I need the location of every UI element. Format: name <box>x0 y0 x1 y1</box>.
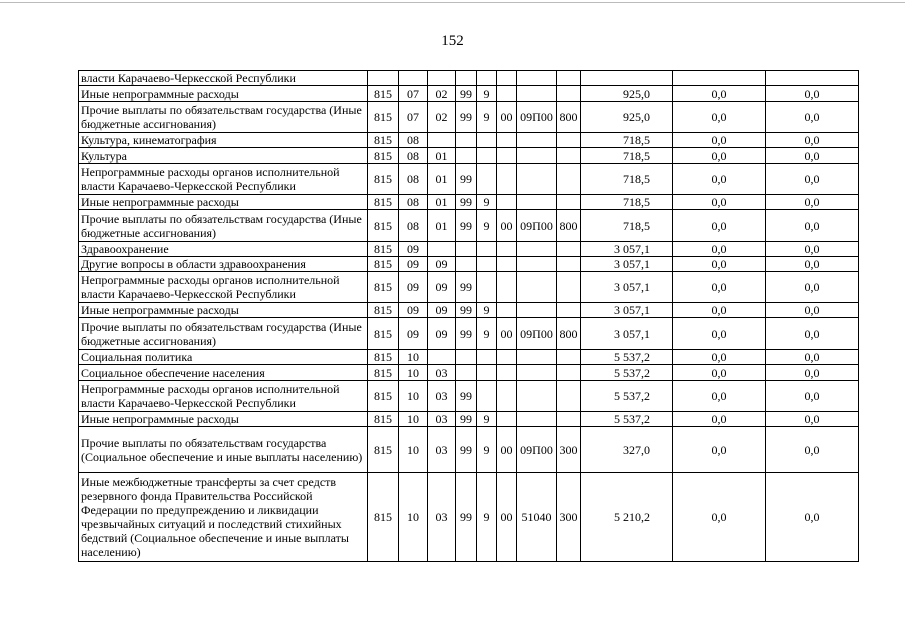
subsection-code <box>428 71 456 86</box>
expense-type-code <box>557 71 581 86</box>
target-code-4 <box>517 242 557 257</box>
expense-type-code <box>557 272 581 303</box>
section-code: 10 <box>399 412 428 427</box>
amount-2 <box>673 71 766 86</box>
target-code-2 <box>477 242 497 257</box>
ved-code: 815 <box>368 303 399 318</box>
target-code-1 <box>456 350 477 365</box>
amount-2: 0,0 <box>673 473 766 562</box>
section-code: 07 <box>399 102 428 133</box>
amount-3: 0,0 <box>766 195 859 210</box>
ved-code: 815 <box>368 318 399 350</box>
subsection-code: 02 <box>428 102 456 133</box>
table-row <box>79 242 859 257</box>
table-row <box>79 102 859 133</box>
amount-1: 925,0 <box>581 86 673 102</box>
amount-2: 0,0 <box>673 164 766 195</box>
subsection-code: 03 <box>428 427 456 473</box>
target-code-2 <box>477 350 497 365</box>
expense-type-code <box>557 164 581 195</box>
table-row <box>79 350 859 365</box>
target-code-1: 99 <box>456 102 477 133</box>
target-code-4: 09П00 <box>517 102 557 133</box>
ved-code: 815 <box>368 148 399 164</box>
target-code-1 <box>456 148 477 164</box>
target-code-1: 99 <box>456 427 477 473</box>
amount-2: 0,0 <box>673 365 766 381</box>
expense-type-code: 800 <box>557 102 581 133</box>
ved-code: 815 <box>368 102 399 133</box>
target-code-2 <box>477 71 497 86</box>
target-code-3: 00 <box>497 473 517 562</box>
target-code-1: 99 <box>456 412 477 427</box>
row-name: Прочие выплаты по обязательствам государства (Социальное обеспечение и иные выплаты населению) <box>79 427 368 473</box>
target-code-4: 09П00 <box>517 210 557 242</box>
amount-3: 0,0 <box>766 318 859 350</box>
amount-3: 0,0 <box>766 257 859 272</box>
subsection-code: 09 <box>428 318 456 350</box>
amount-1: 5 537,2 <box>581 412 673 427</box>
target-code-4: 09П00 <box>517 318 557 350</box>
amount-2: 0,0 <box>673 133 766 148</box>
subsection-code: 01 <box>428 148 456 164</box>
amount-1: 3 057,1 <box>581 242 673 257</box>
section-code: 08 <box>399 148 428 164</box>
expense-type-code <box>557 86 581 102</box>
target-code-2: 9 <box>477 318 497 350</box>
ved-code: 815 <box>368 86 399 102</box>
row-name: Непрограммные расходы органов исполнительной власти Карачаево-Черкесской Республики <box>79 164 368 195</box>
target-code-2 <box>477 148 497 164</box>
target-code-3 <box>497 86 517 102</box>
row-name: Культура <box>79 148 368 164</box>
expense-type-code <box>557 195 581 210</box>
target-code-3 <box>497 148 517 164</box>
subsection-code: 03 <box>428 381 456 412</box>
section-code: 10 <box>399 350 428 365</box>
amount-1: 718,5 <box>581 133 673 148</box>
row-name: власти Карачаево-Черкесской Республики <box>79 71 368 86</box>
table-row <box>79 133 859 148</box>
row-name: Социальная политика <box>79 350 368 365</box>
row-name: Непрограммные расходы органов исполнительной власти Карачаево-Черкесской Республики <box>79 272 368 303</box>
amount-3: 0,0 <box>766 272 859 303</box>
target-code-4 <box>517 164 557 195</box>
table-row <box>79 427 859 473</box>
target-code-3 <box>497 272 517 303</box>
target-code-1: 99 <box>456 473 477 562</box>
target-code-4 <box>517 133 557 148</box>
target-code-1: 99 <box>456 272 477 303</box>
row-name: Иные непрограммные расходы <box>79 86 368 102</box>
amount-2: 0,0 <box>673 102 766 133</box>
section-code: 09 <box>399 303 428 318</box>
target-code-2 <box>477 133 497 148</box>
target-code-1: 99 <box>456 195 477 210</box>
target-code-4 <box>517 412 557 427</box>
amount-1: 3 057,1 <box>581 257 673 272</box>
subsection-code: 03 <box>428 412 456 427</box>
section-code: 10 <box>399 473 428 562</box>
target-code-3 <box>497 257 517 272</box>
row-name: Другие вопросы в области здравоохранения <box>79 257 368 272</box>
target-code-1: 99 <box>456 86 477 102</box>
section-code: 10 <box>399 365 428 381</box>
target-code-2 <box>477 272 497 303</box>
subsection-code: 09 <box>428 257 456 272</box>
section-code: 08 <box>399 133 428 148</box>
target-code-3 <box>497 164 517 195</box>
subsection-code: 03 <box>428 365 456 381</box>
amount-1 <box>581 71 673 86</box>
target-code-3 <box>497 195 517 210</box>
amount-2: 0,0 <box>673 195 766 210</box>
target-code-1: 99 <box>456 303 477 318</box>
expense-type-code: 300 <box>557 427 581 473</box>
target-code-2: 9 <box>477 303 497 318</box>
target-code-1 <box>456 71 477 86</box>
target-code-4 <box>517 148 557 164</box>
target-code-3: 00 <box>497 427 517 473</box>
target-code-1: 99 <box>456 164 477 195</box>
section-code <box>399 71 428 86</box>
ved-code: 815 <box>368 473 399 562</box>
target-code-4 <box>517 272 557 303</box>
section-code: 09 <box>399 242 428 257</box>
amount-3: 0,0 <box>766 242 859 257</box>
expense-type-code <box>557 381 581 412</box>
subsection-code: 09 <box>428 303 456 318</box>
amount-1: 718,5 <box>581 195 673 210</box>
expense-type-code <box>557 133 581 148</box>
table-row <box>79 272 859 303</box>
ved-code: 815 <box>368 133 399 148</box>
amount-1: 718,5 <box>581 210 673 242</box>
amount-1: 5 537,2 <box>581 365 673 381</box>
table-row <box>79 148 859 164</box>
amount-1: 3 057,1 <box>581 272 673 303</box>
target-code-3 <box>497 303 517 318</box>
row-name: Культура, кинематография <box>79 133 368 148</box>
amount-2: 0,0 <box>673 427 766 473</box>
target-code-2: 9 <box>477 427 497 473</box>
subsection-code: 01 <box>428 195 456 210</box>
target-code-1: 99 <box>456 210 477 242</box>
row-name: Иные непрограммные расходы <box>79 195 368 210</box>
budget-table <box>78 70 859 562</box>
target-code-3 <box>497 365 517 381</box>
amount-2: 0,0 <box>673 257 766 272</box>
ved-code: 815 <box>368 210 399 242</box>
table-row <box>79 164 859 195</box>
amount-2: 0,0 <box>673 381 766 412</box>
budget-table-body <box>79 71 859 562</box>
target-code-4 <box>517 350 557 365</box>
amount-2: 0,0 <box>673 242 766 257</box>
subsection-code: 02 <box>428 86 456 102</box>
row-name: Прочие выплаты по обязательствам государства (Иные бюджетные ассигнования) <box>79 102 368 133</box>
target-code-2: 9 <box>477 195 497 210</box>
ved-code: 815 <box>368 365 399 381</box>
section-code: 07 <box>399 86 428 102</box>
amount-2: 0,0 <box>673 412 766 427</box>
ved-code: 815 <box>368 427 399 473</box>
amount-3: 0,0 <box>766 148 859 164</box>
expense-type-code <box>557 257 581 272</box>
expense-type-code <box>557 303 581 318</box>
subsection-code: 01 <box>428 164 456 195</box>
expense-type-code <box>557 148 581 164</box>
subsection-code <box>428 242 456 257</box>
target-code-3: 00 <box>497 210 517 242</box>
row-name: Иные непрограммные расходы <box>79 412 368 427</box>
table-row <box>79 257 859 272</box>
row-name: Прочие выплаты по обязательствам государства (Иные бюджетные ассигнования) <box>79 318 368 350</box>
amount-1: 718,5 <box>581 148 673 164</box>
ved-code <box>368 71 399 86</box>
expense-type-code: 800 <box>557 210 581 242</box>
amount-3: 0,0 <box>766 427 859 473</box>
subsection-code: 03 <box>428 473 456 562</box>
table-row <box>79 365 859 381</box>
amount-1: 925,0 <box>581 102 673 133</box>
amount-1: 327,0 <box>581 427 673 473</box>
section-code: 09 <box>399 272 428 303</box>
target-code-4 <box>517 71 557 86</box>
ved-code: 815 <box>368 412 399 427</box>
row-name: Здравоохранение <box>79 242 368 257</box>
subsection-code: 01 <box>428 210 456 242</box>
section-code: 08 <box>399 195 428 210</box>
table-row <box>79 318 859 350</box>
table-row <box>79 473 859 562</box>
amount-1: 5 537,2 <box>581 350 673 365</box>
section-code: 08 <box>399 210 428 242</box>
target-code-4: 51040 <box>517 473 557 562</box>
table-row <box>79 210 859 242</box>
row-name: Иные непрограммные расходы <box>79 303 368 318</box>
target-code-4 <box>517 365 557 381</box>
ved-code: 815 <box>368 242 399 257</box>
section-code: 10 <box>399 427 428 473</box>
target-code-1 <box>456 133 477 148</box>
target-code-4 <box>517 257 557 272</box>
amount-3: 0,0 <box>766 164 859 195</box>
expense-type-code: 300 <box>557 473 581 562</box>
section-code: 09 <box>399 318 428 350</box>
amount-3: 0,0 <box>766 303 859 318</box>
target-code-4 <box>517 381 557 412</box>
target-code-4 <box>517 86 557 102</box>
table-row <box>79 71 859 86</box>
target-code-1 <box>456 242 477 257</box>
row-name: Социальное обеспечение населения <box>79 365 368 381</box>
target-code-1: 99 <box>456 318 477 350</box>
amount-2: 0,0 <box>673 318 766 350</box>
amount-3: 0,0 <box>766 473 859 562</box>
section-code: 09 <box>399 257 428 272</box>
table-row <box>79 381 859 412</box>
scan-top-edge <box>0 2 905 3</box>
amount-2: 0,0 <box>673 350 766 365</box>
ved-code: 815 <box>368 381 399 412</box>
ved-code: 815 <box>368 195 399 210</box>
subsection-code <box>428 133 456 148</box>
row-name: Иные межбюджетные трансферты за счет средств резервного фонда Правительства Российской Федерации по предупреждению и ликвидации чрезвычайных ситуаций и последствий стихийных бедствий (Социальное обеспечение и иные выплаты населению) <box>79 473 368 562</box>
table-row <box>79 195 859 210</box>
target-code-2: 9 <box>477 86 497 102</box>
amount-3: 0,0 <box>766 365 859 381</box>
target-code-2 <box>477 164 497 195</box>
subsection-code <box>428 350 456 365</box>
target-code-4 <box>517 195 557 210</box>
section-code: 08 <box>399 164 428 195</box>
target-code-3 <box>497 350 517 365</box>
target-code-1 <box>456 365 477 381</box>
amount-3: 0,0 <box>766 381 859 412</box>
amount-3: 0,0 <box>766 412 859 427</box>
target-code-2: 9 <box>477 210 497 242</box>
target-code-2 <box>477 257 497 272</box>
amount-3: 0,0 <box>766 102 859 133</box>
amount-1: 5 537,2 <box>581 381 673 412</box>
target-code-2: 9 <box>477 473 497 562</box>
target-code-3 <box>497 242 517 257</box>
target-code-4 <box>517 303 557 318</box>
target-code-1: 99 <box>456 381 477 412</box>
target-code-2: 9 <box>477 412 497 427</box>
target-code-3: 00 <box>497 102 517 133</box>
amount-2: 0,0 <box>673 210 766 242</box>
table-row <box>79 303 859 318</box>
ved-code: 815 <box>368 257 399 272</box>
row-name: Непрограммные расходы органов исполнительной власти Карачаево-Черкесской Республики <box>79 381 368 412</box>
amount-3: 0,0 <box>766 133 859 148</box>
amount-2: 0,0 <box>673 148 766 164</box>
target-code-3 <box>497 71 517 86</box>
expense-type-code <box>557 412 581 427</box>
amount-3 <box>766 71 859 86</box>
table-row <box>79 412 859 427</box>
ved-code: 815 <box>368 164 399 195</box>
amount-1: 3 057,1 <box>581 318 673 350</box>
target-code-2 <box>477 365 497 381</box>
subsection-code: 09 <box>428 272 456 303</box>
expense-type-code <box>557 365 581 381</box>
amount-1: 3 057,1 <box>581 303 673 318</box>
target-code-1 <box>456 257 477 272</box>
table-row <box>79 86 859 102</box>
amount-2: 0,0 <box>673 86 766 102</box>
page-number: 152 <box>441 33 464 49</box>
ved-code: 815 <box>368 350 399 365</box>
amount-3: 0,0 <box>766 86 859 102</box>
amount-2: 0,0 <box>673 303 766 318</box>
amount-1: 718,5 <box>581 164 673 195</box>
target-code-4: 09П00 <box>517 427 557 473</box>
target-code-3: 00 <box>497 318 517 350</box>
target-code-3 <box>497 381 517 412</box>
amount-1: 5 210,2 <box>581 473 673 562</box>
target-code-2: 9 <box>477 102 497 133</box>
expense-type-code <box>557 350 581 365</box>
target-code-3 <box>497 412 517 427</box>
target-code-2 <box>477 381 497 412</box>
section-code: 10 <box>399 381 428 412</box>
row-name: Прочие выплаты по обязательствам государства (Иные бюджетные ассигнования) <box>79 210 368 242</box>
target-code-3 <box>497 133 517 148</box>
expense-type-code: 800 <box>557 318 581 350</box>
expense-type-code <box>557 242 581 257</box>
amount-2: 0,0 <box>673 272 766 303</box>
amount-3: 0,0 <box>766 350 859 365</box>
ved-code: 815 <box>368 272 399 303</box>
amount-3: 0,0 <box>766 210 859 242</box>
